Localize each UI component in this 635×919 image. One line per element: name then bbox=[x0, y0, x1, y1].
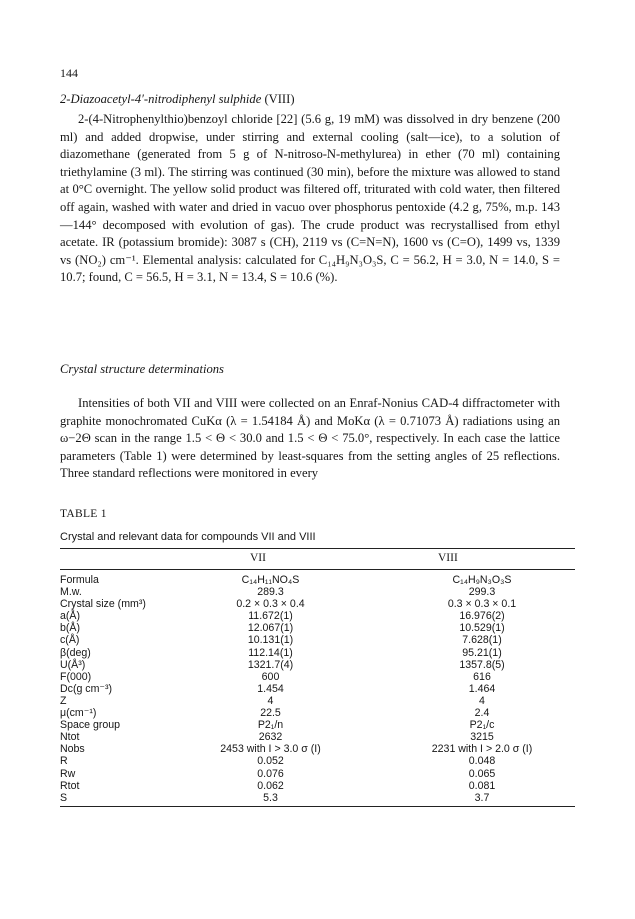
crystal-paragraph-block bbox=[60, 395, 560, 483]
row-label: U(Å³) bbox=[60, 658, 86, 671]
row-label: F(000) bbox=[60, 670, 92, 683]
value-viii: 3.7 bbox=[474, 791, 490, 804]
table-row bbox=[60, 719, 575, 731]
table-top-rule bbox=[60, 548, 575, 549]
table-caption: Crystal and relevant data for compounds VII and VIII bbox=[60, 531, 316, 543]
value-vii: 11.672(1) bbox=[248, 610, 293, 623]
value-vii: 5.3 bbox=[263, 791, 278, 804]
heading-compound-label: (VIII) bbox=[261, 92, 295, 106]
table-row bbox=[60, 586, 575, 598]
value-viii: 95.21(1) bbox=[462, 646, 502, 659]
value-viii: 10.529(1) bbox=[459, 622, 505, 635]
value-vii: 10.131(1) bbox=[247, 634, 294, 647]
table-row bbox=[60, 610, 575, 622]
value-vii: 0.062 bbox=[257, 779, 284, 792]
value-vii: 0.2 × 0.3 × 0.4 bbox=[236, 598, 305, 611]
row-label: b(Å) bbox=[60, 622, 81, 635]
value-viii: 0.048 bbox=[468, 755, 496, 768]
value-vii: P2₁/n bbox=[257, 719, 284, 732]
synthesis-paragraph-block bbox=[60, 111, 560, 287]
section-heading-crystal-structure: Crystal structure determinations bbox=[60, 362, 224, 376]
synthesis-paragraph: 2-(4-Nitrophenylthio)benzoyl chloride [22] (5.6 g, 19 mM) was dissolved in dry benzene (200 ml) and added dropwise, under stirring and external cooling (salt—ice), to a solution of diazomethane (generated from 5 g of N-nitroso-N-methylurea) in ether (70 ml) containing triethylamine (3 ml). The stirring was continued (30 min), before the mixture was allowed to stand at 0°C overnight. The yellow solid product was filtered off, triturated with cold water, then filtered off again, washed with water and dried in vacuo over phosphorus pentoxide (4.2 g, 75%, m.p. 143—144° decomposed with evolution of gas). The crude product was recrystallised from ethyl acetate. IR (potassium bromide): 3087 s (CH), 2119 vs (C=N=N), 1600 vs (C=O), 1499 vs, 1339 vs (NO₂) cm⁻¹. Elemental analysis: calculated for C₁₄H₉N₃O₃S, C = 56.2, H = 3.0, N = 14.0, S = 10.7; found, C = 56.5, H = 3.1, N = 13.4, S = 10.6 (%). bbox=[60, 112, 560, 285]
table-row bbox=[60, 780, 575, 792]
table-row bbox=[60, 731, 575, 743]
value-vii: 2632 bbox=[258, 731, 283, 744]
value-viii: P2₁/c bbox=[469, 719, 495, 732]
section-heading-compound-viii bbox=[60, 92, 295, 107]
row-label: Rw bbox=[60, 767, 76, 780]
value-vii: 1321.7(4) bbox=[247, 658, 294, 671]
row-label: Crystal size (mm³) bbox=[60, 598, 146, 611]
value-viii: 0.3 × 0.3 × 0.1 bbox=[447, 598, 517, 611]
table-row bbox=[60, 598, 575, 610]
value-viii: 616 bbox=[473, 670, 491, 683]
value-viii: 0.065 bbox=[468, 767, 496, 780]
crystal-data-table-body bbox=[60, 574, 575, 804]
crystal-paragraph: Intensities of both VII and VIII were collected on an Enraf-Nonius CAD-4 diffractometer with graphite monochromated CuKα (λ = 1.54184 Å) and MoKα (λ = 0.71073 Å) radiations using an ω−2Θ scan in the range 1.5 < Θ < 30.0 and 1.5 < Θ < 75.0°, respectively. In each case the lattice parameters (Table 1) were determined by least-squares from the setting angles of 25 reflections. Three standard reflections were monitored in every bbox=[60, 396, 560, 481]
value-vii: 12.067(1) bbox=[247, 622, 294, 635]
row-label: Rtot bbox=[60, 779, 80, 792]
row-label: S bbox=[60, 791, 68, 804]
value-viii: 2.4 bbox=[474, 707, 490, 720]
row-label: a(Å) bbox=[60, 610, 81, 623]
value-vii: 22.5 bbox=[260, 707, 281, 720]
value-vii: 2453 with I > 3.0 σ (I) bbox=[220, 743, 321, 756]
value-vii: C₁₄H₁₁NO₄S bbox=[241, 574, 300, 586]
value-viii: 7.628(1) bbox=[462, 634, 502, 647]
crystal-data-table bbox=[60, 574, 575, 804]
value-viii: 299.3 bbox=[468, 586, 496, 599]
heading-compound-name: 2-Diazoacetyl-4′-nitrodiphenyl sulphide bbox=[60, 92, 262, 106]
table-row bbox=[60, 707, 575, 719]
value-vii: 0.076 bbox=[257, 767, 284, 780]
table-row bbox=[60, 683, 575, 695]
row-label: β(deg) bbox=[60, 646, 91, 659]
table-row bbox=[60, 743, 575, 755]
table-row bbox=[60, 755, 575, 767]
value-vii: 1.454 bbox=[257, 682, 284, 695]
value-viii: 4 bbox=[479, 694, 485, 707]
value-viii: 16.976(2) bbox=[459, 610, 505, 623]
value-vii: 0.052 bbox=[257, 755, 284, 768]
value-viii: C₁₄H₉N₃O₃S bbox=[452, 574, 512, 586]
row-label: μ(cm⁻¹) bbox=[60, 707, 97, 720]
value-viii: 2231 with I > 2.0 σ (I) bbox=[431, 743, 533, 756]
row-label: Space group bbox=[60, 719, 121, 732]
table-row bbox=[60, 659, 575, 671]
row-label: c(Å) bbox=[60, 634, 80, 647]
column-header-viii: VIII bbox=[438, 552, 458, 564]
value-vii: 289.3 bbox=[257, 586, 284, 599]
column-header-vii: VII bbox=[250, 552, 266, 564]
row-label: R bbox=[60, 755, 68, 768]
value-viii: 3215 bbox=[470, 731, 494, 744]
row-label: Nobs bbox=[60, 743, 85, 756]
table-row bbox=[60, 634, 575, 646]
value-viii: 1357.8(5) bbox=[459, 658, 505, 671]
row-label: Formula bbox=[60, 574, 99, 586]
page-number: 144 bbox=[60, 66, 78, 80]
table-header-rule bbox=[60, 569, 575, 570]
table-row bbox=[60, 768, 575, 780]
row-label: Z bbox=[60, 694, 67, 707]
row-label: Dc(g cm⁻³) bbox=[60, 682, 113, 695]
value-vii: 4 bbox=[267, 694, 274, 707]
table-row bbox=[60, 792, 575, 804]
table-row bbox=[60, 622, 575, 634]
value-vii: 600 bbox=[261, 670, 280, 683]
row-label: M.w. bbox=[60, 586, 82, 599]
row-label: Ntot bbox=[60, 731, 80, 744]
value-vii: 112.14(1) bbox=[248, 646, 293, 659]
table-bottom-rule bbox=[60, 806, 575, 807]
table-row bbox=[60, 671, 575, 683]
table-row bbox=[60, 695, 575, 707]
table-row bbox=[60, 647, 575, 659]
table-row bbox=[60, 574, 575, 586]
value-viii: 1.464 bbox=[468, 682, 496, 695]
table-label: TABLE 1 bbox=[60, 508, 107, 520]
value-viii: 0.081 bbox=[468, 779, 496, 792]
